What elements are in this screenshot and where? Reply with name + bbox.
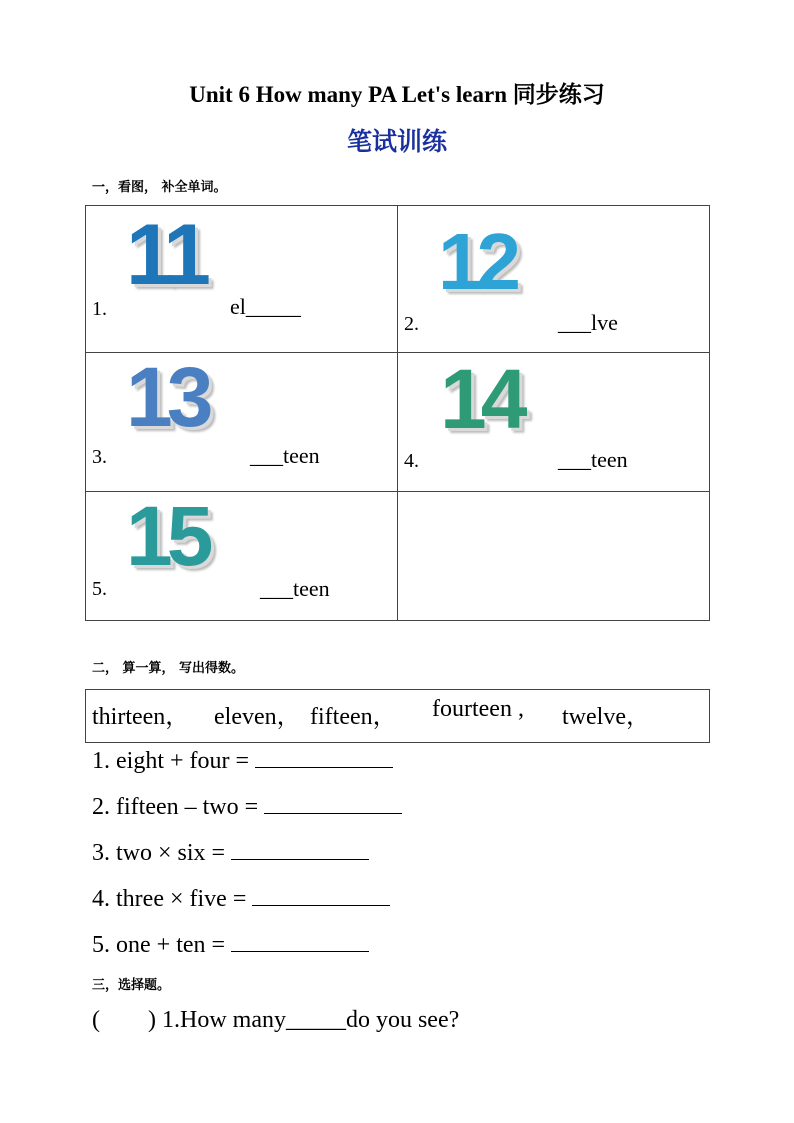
answer-blank[interactable] bbox=[231, 837, 369, 860]
table-cell-5 bbox=[86, 489, 398, 621]
item-word: el_____ bbox=[230, 294, 301, 319]
item-number: 4. bbox=[404, 450, 419, 472]
page-subtitle: 笔试训练 bbox=[346, 129, 447, 156]
table-cell-1 bbox=[86, 206, 398, 353]
section1-heading: 一，看图， 补全单词。 bbox=[92, 180, 227, 195]
number-image-13: 13 bbox=[126, 350, 208, 444]
item-number: 2. bbox=[404, 313, 419, 335]
item-word: ___teen bbox=[558, 447, 628, 472]
number-image-12: 12 bbox=[438, 217, 515, 306]
answer-blank[interactable] bbox=[231, 929, 369, 952]
word-bank-item: fifteen， bbox=[310, 704, 397, 730]
table-cell-2 bbox=[398, 206, 710, 353]
equation-text: 5. one + ten = bbox=[92, 932, 226, 958]
section3-heading: 三，选择题。 bbox=[92, 978, 171, 993]
picture-word-table bbox=[85, 205, 710, 621]
word-bank-item: twelve， bbox=[562, 704, 650, 730]
item-number: 3. bbox=[92, 446, 107, 468]
equation-2 bbox=[92, 791, 402, 821]
table-cell-empty bbox=[398, 492, 710, 621]
equation-text: 3. two × six = bbox=[92, 840, 226, 866]
section2-heading: 二， 算一算， 写出得数。 bbox=[92, 661, 245, 676]
answer-blank[interactable] bbox=[252, 883, 390, 906]
page-title: Unit 6 How many PA Let's learn 同步练习 bbox=[189, 82, 605, 107]
question-1: ( ) 1.How many_____do you see? bbox=[92, 1007, 460, 1033]
number-image-11: 11 bbox=[126, 207, 205, 303]
item-number: 1. bbox=[92, 298, 107, 320]
equation-5 bbox=[92, 929, 369, 959]
answer-blank[interactable] bbox=[255, 745, 393, 768]
item-word: ___teen bbox=[250, 443, 320, 468]
table-cell-4 bbox=[398, 353, 710, 492]
item-number: 5. bbox=[92, 578, 107, 600]
equation-1 bbox=[92, 745, 393, 775]
word-bank bbox=[85, 689, 710, 743]
equation-4 bbox=[92, 883, 390, 913]
equation-text: 1. eight + four = bbox=[92, 748, 250, 774]
word-bank-item: thirteen， bbox=[92, 704, 190, 730]
table-cell-3 bbox=[86, 350, 398, 492]
item-word: ___lve bbox=[558, 310, 618, 335]
equation-text: 4. three × five = bbox=[92, 886, 247, 912]
number-image-15: 15 bbox=[126, 489, 208, 583]
number-image-14: 14 bbox=[440, 352, 522, 446]
word-bank-item: eleven， bbox=[214, 704, 301, 730]
word-bank-item: fourteen , bbox=[432, 696, 524, 722]
answer-blank[interactable] bbox=[264, 791, 402, 814]
item-word: ___teen bbox=[260, 576, 330, 601]
equation-text: 2. fifteen – two = bbox=[92, 794, 259, 820]
equation-3 bbox=[92, 837, 369, 867]
